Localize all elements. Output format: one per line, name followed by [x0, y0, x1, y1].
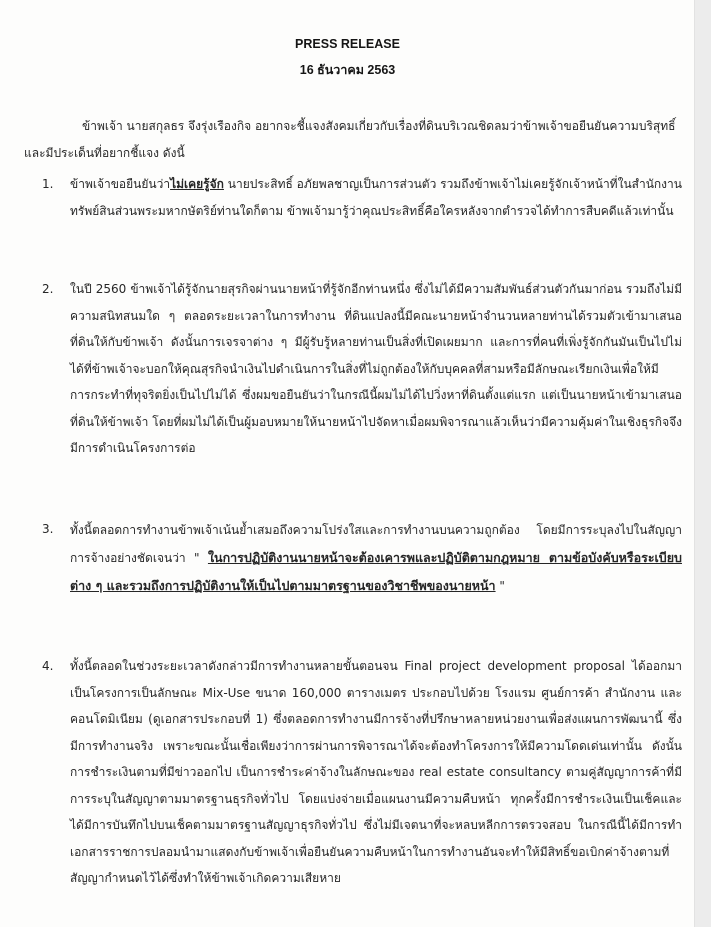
scrollbar[interactable]	[694, 0, 711, 927]
item-number: 3.	[42, 522, 54, 536]
item-text-after: "	[495, 579, 505, 593]
list-item	[42, 276, 682, 462]
item-number: 2.	[42, 282, 54, 296]
intro-paragraph: ข้าพเจ้า นายสกุลธร จึงรุ่งเรืองกิจ อยากจะชี้แจงสังคมเกี่ยวกับเรื่องที่ดินบริเวณชิดลมว่าข้าพเจ้าขอยืนยันความบริสุทธิ์และมีประเด็นที่อยากชี้แจง ดังนี้	[24, 119, 676, 160]
press-release-date: 16 ธันวาคม 2563	[299, 63, 396, 77]
item-text-before: ข้าพเจ้าขอยืนยันว่า	[70, 177, 171, 191]
item-text-before: ทั้งนี้ตลอดการทำงานข้าพเจ้าเน้นย้ำเสมอถึงความโปร่งใสและการทำงานบนความถูกต้อง โดยมีการระบุลงไปในสัญญาการจ้างอย่างชัดเจนว่า "	[70, 523, 682, 565]
item-text: ในปี 2560 ข้าพเจ้าได้รู้จักนายสุรกิจผ่านนายหน้าที่รู้จักอีกท่านหนึ่ง ซึ่งไม่ได้มีความสัมพันธ์ส่วนตัวกันมาก่อน รวมถึงไม่มีความสนิทสนมใด ๆ ตลอดระยะเวลาในการทำงาน ที่ดินแปลงนี้มีคณะนายหน้าจำนวนหลายท่านได้รวมตัวเข้ามาเสนอที่ดินให้กับข้าพเจ้า ดังนั้นการเจรจาต่าง ๆ มีผู้รับรู้หลายท่านเป็นสิ่งที่เปิดเผยมาก และการที่คนที่เพิ่งรู้จักกันมันเป็นไปไม่ได้ที่ข้าพเจ้าจะบอกให้คุณสุรกิจนำเงินไปดำเนินการในสิ่งที่ไม่ถูกต้องให้กับบุคคลที่สามหรือมีลักษณะเรียกเงินเพื่อให้มีการกระทำที่ทุจริตยิ่งเป็นไปไม่ได้ ซึ่งผมขอยืนยันว่าในกรณีนี้ผมไม่ได้ไปวิ่งหาที่ดินตั้งแต่แรก แต่เป็นนายหน้าเข้ามาเสนอที่ดินให้ข้าพเจ้า โดยที่ผมไม่ได้เป็นผู้มอบหมายให้นายหน้าไปจัดหาเมื่อผมพิจารณาแล้วเห็นว่ามีความคุ้มค่าในเชิงธุรกิจจึงมีการดำเนินโครงการต่อ	[70, 282, 682, 455]
item-number: 4.	[42, 659, 54, 673]
item-text: ทั้งนี้ตลอดในช่วงระยะเวลาดังกล่าวมีการทำงานหลายขั้นตอนจน Final project development proposal ได้ออกมาเป็นโครงการเป็นลักษณะ Mix-Use ขนาด 160,000 ตารางเมตร ประกอบไปด้วย โรงแรม ศูนย์การค้า สำนักงาน และคอนโดมิเนียม (ดูเอกสารประกอบที่ 1) ซึ่งตลอดการทำงานมีการจ้างที่ปรึกษาหลายหน่วยงานเพื่อส่งแผนการพัฒนานี้ ซึ่งมีการทำงานจริง เพราะขณะนั้นเชื่อเพียงว่าการผ่านการพิจารณาได้จะต้องทำโครงการให้มีความโดดเด่นเท่านั้น ดังนั้นการชำระเงินตามที่มีข่าวออกไป เป็นการชำระค่าจ้างในลักษณะของ real estate consultancy ตามคู่สัญญาการค้าที่มีการระบุในสัญญาตามมาตรฐานธุรกิจทั่วไป โดยแบ่งจ่ายเมื่อแผนงานมีความคืบหน้า ทุกครั้งมีการชำระเงินเป็นเช็คและได้มีการบันทึกไปบนเช็คตามมาตรฐานสัญญาธุรกิจทั่วไป ซึ่งไม่มีเจตนาที่จะหลบหลีกการตรวจสอบ ในกรณีนี้ได้มีการทำเอกสารราชการปลอมนำมาแสดงกับข้าพเจ้าเพื่อยืนยันความคืบหน้าในการทำงานอันจะทำให้มีสิทธิ์ขอเบิกค่าจ้างตามที่สัญญากำหนดไว้ได้ซึ่งทำให้ข้าพเจ้าเกิดความเสียหาย	[70, 659, 682, 885]
press-release-title: PRESS RELEASE	[295, 37, 400, 51]
item-text	[70, 516, 682, 600]
contract-quote: ในการปฏิบัติงานนายหน้าจะต้องเคารพและปฏิบัติตามกฎหมาย ตามข้อบังคับหรือระเบียบต่าง ๆ และรวมถึงการปฏิบัติงานให้เป็นไปตามมาตรฐานของวิชาชีพของนายหน้า	[70, 550, 682, 593]
item-underlined-text: ไม่เคยรู้จัก	[170, 177, 224, 191]
item-number: 1.	[42, 177, 54, 191]
list-item	[42, 516, 682, 600]
list-item	[42, 653, 682, 892]
item-text	[70, 171, 682, 224]
item-text-after: นายประสิทธิ์ อภัยพลชาญเป็นการส่วนตัว รวมถึงข้าพเจ้าไม่เคยรู้จักเจ้าหน้าที่ในสำนักงานทรัพย์สินส่วนพระมหากษัตริย์ท่านใดก็ตาม ข้าพเจ้ามารู้ว่าคุณประสิทธิ์คือใครหลังจากตำรวจได้ทำการสืบคดีแล้วเท่านั้น	[70, 177, 682, 218]
list-item	[42, 171, 682, 224]
